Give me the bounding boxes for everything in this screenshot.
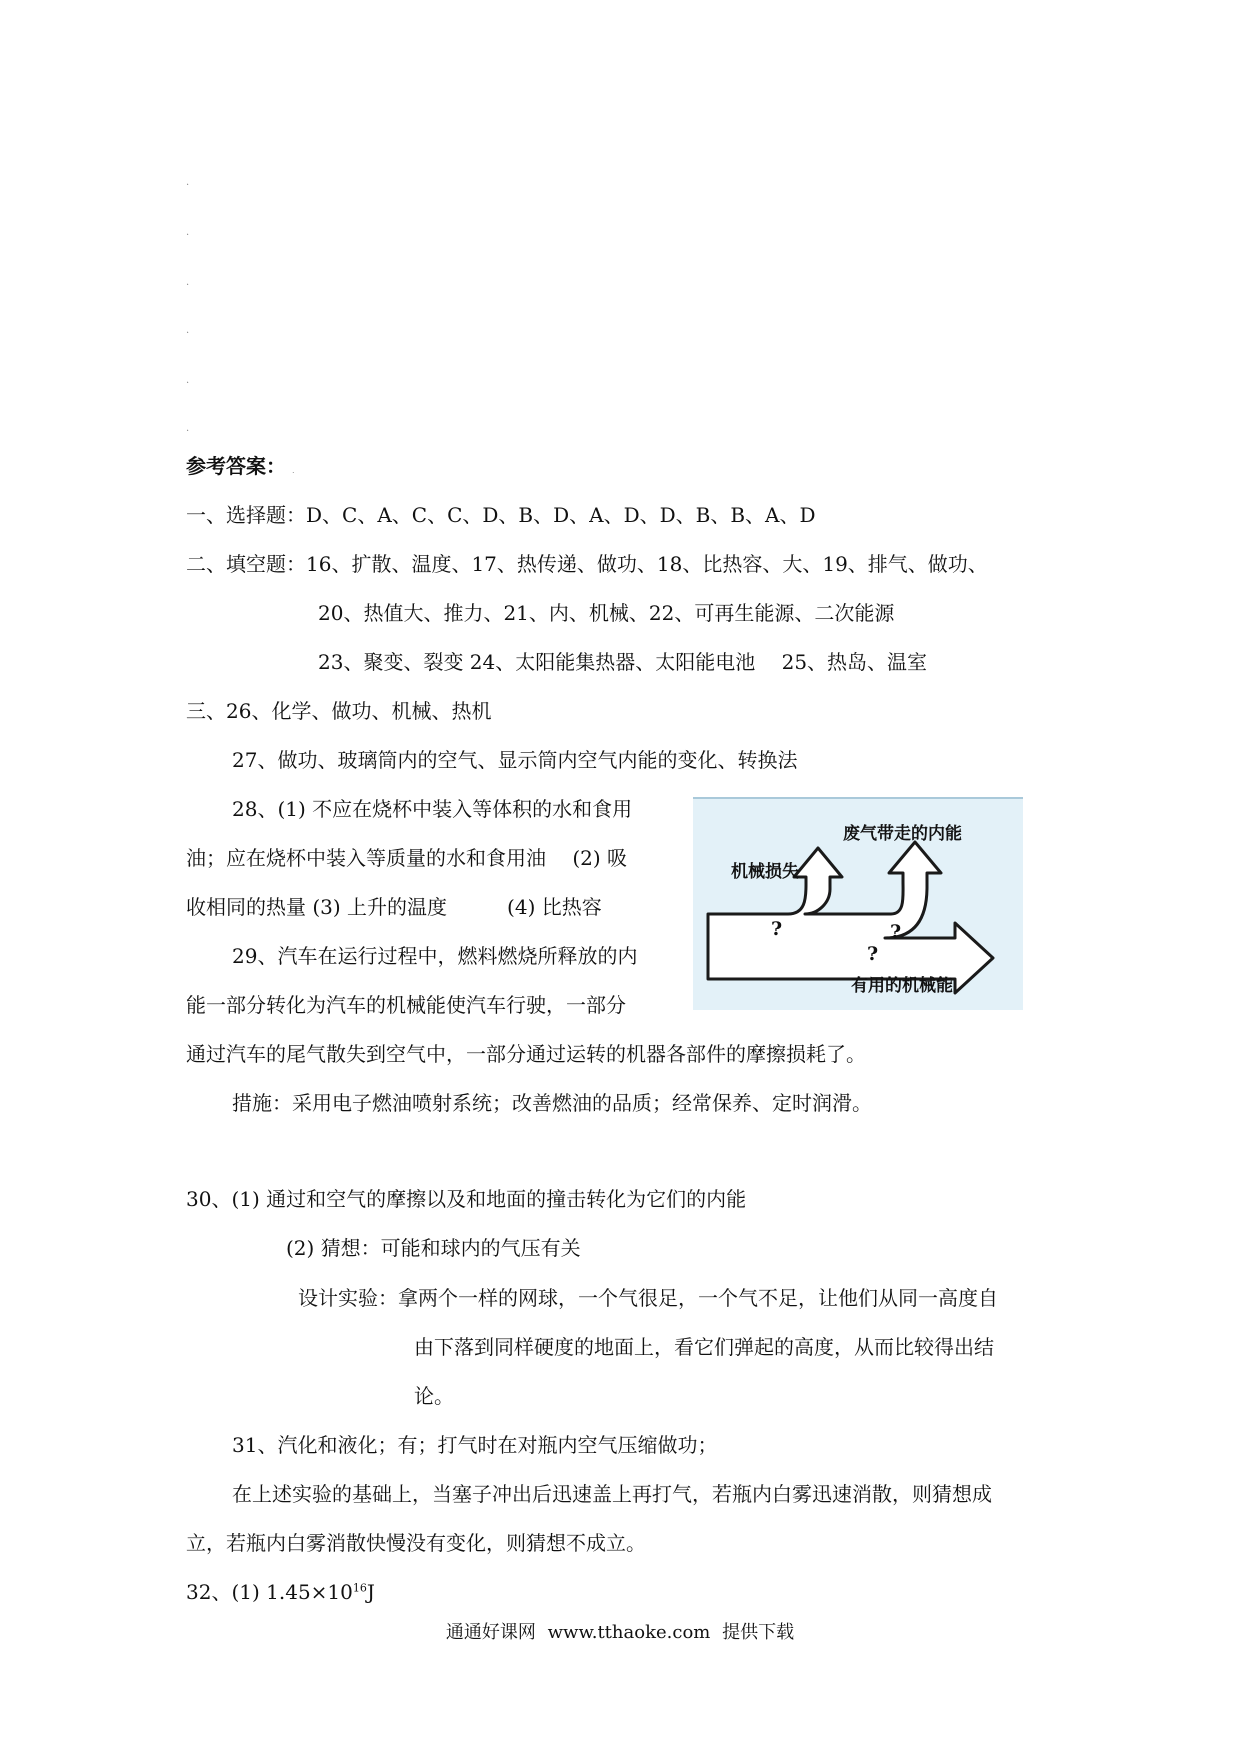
margin-dot: . (186, 277, 190, 288)
label-mechanical-loss: 机械损失 (731, 862, 799, 882)
answer-27: 27、做功、玻璃筒内的空气、显示筒内空气内能的变化、转换法 (232, 748, 798, 772)
answer-29-line2: 能一部分转化为汽车的机械能使汽车行驶，一部分 (186, 993, 626, 1017)
answer-fill-3: 23、聚变、裂变 24、太阳能集热器、太阳能电池 25、热岛、温室 (318, 650, 928, 674)
footer-site: 通通好课网 (445, 1622, 536, 1643)
question-mark-2: ? (890, 921, 902, 943)
margin-dot: . (186, 177, 190, 188)
answer-28-line2: 油；应在烧杯中装入等质量的水和食用油 (2) 吸 (186, 846, 628, 870)
answer-30-design-3: 论。 (414, 1384, 454, 1408)
answer-31-2: 在上述实验的基础上，当塞子冲出后迅速盖上再打气，若瓶内白雾迅速消散，则猜想成 (232, 1482, 992, 1506)
footer-url[interactable]: www.tthaoke.com (547, 1622, 711, 1643)
answer-fill-2: 20、热值大、推力、21、内、机械、22、可再生能源、二次能源 (318, 601, 895, 625)
answer-31-3: 立，若瓶内白雾消散快慢没有变化，则猜想不成立。 (186, 1531, 646, 1555)
margin-dot: . (186, 375, 190, 386)
margin-dot: . (186, 325, 190, 336)
answer-30-2: (2) 猜想：可能和球内的气压有关 (286, 1236, 581, 1260)
answer-32-1: 32、(1) $1.45\times 10^{16}J$ (186, 1580, 375, 1604)
footer-suffix: 提供下载 (722, 1622, 795, 1643)
label-exhaust-energy: 废气带走的内能 (843, 824, 962, 844)
label-useful-mechanical-energy: 有用的机械能 (851, 976, 953, 996)
answer-fill-1: 二、填空题：16、扩散、温度、17、热传递、做功、18、比热容、大、19、排气、做功、 (186, 552, 988, 576)
answer-29-measures: 措施：采用电子燃油喷射系统；改善燃油的品质；经常保养、定时润滑。 (232, 1091, 872, 1115)
answer-choice: 一、选择题：D、C、A、C、C、D、B、D、A、D、D、B、B、A、D (186, 503, 816, 527)
answer-29-line3: 通过汽车的尾气散失到空气中，一部分通过运转的机器各部件的摩擦损耗了。 (186, 1042, 866, 1066)
margin-dot: . (186, 423, 190, 434)
question-mark-1: ? (771, 918, 783, 940)
answer-28-line1: 28、(1) 不应在烧杯中装入等体积的水和食用 (232, 797, 633, 821)
answer-28-line3: 收相同的热量 (3) 上升的温度 (4) 比热容 (186, 895, 602, 919)
answer-29-line1: 29、汽车在运行过程中，燃料燃烧所释放的内 (232, 944, 638, 968)
answer-26: 三、26、化学、做功、机械、热机 (186, 699, 492, 723)
answer-30-design-1: 设计实验：拿两个一样的网球，一个气很足，一个气不足，让他们从同一高度自 (298, 1286, 998, 1310)
answer-31-1: 31、汽化和液化；有；打气时在对瓶内空气压缩做功； (232, 1433, 718, 1457)
answer-title: 参考答案： . (186, 454, 295, 478)
question-mark-3: ? (867, 943, 879, 965)
margin-dot: . (186, 227, 190, 238)
answer-30-1: 30、(1) 通过和空气的摩擦以及和地面的撞击转化为它们的内能 (186, 1187, 747, 1211)
footer (0, 1618, 1240, 1644)
energy-flow-diagram (693, 797, 1023, 1010)
answer-30-design-2: 由下落到同样硬度的地面上，看它们弹起的高度，从而比较得出结 (414, 1335, 994, 1359)
